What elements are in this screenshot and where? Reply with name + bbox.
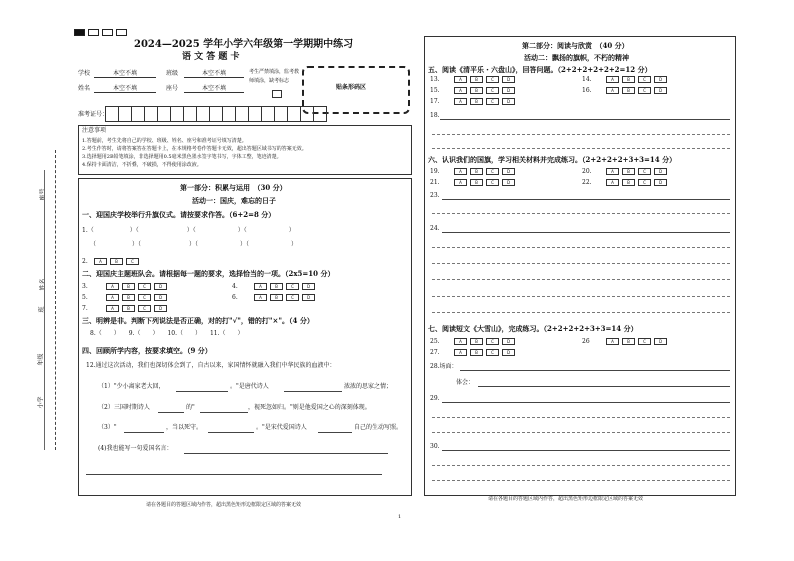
q12-3-part-c: 。"是宋代爱国诗人 [256, 424, 307, 431]
q19-row[interactable] [430, 168, 518, 175]
q12-1-blank-2[interactable] [284, 391, 342, 392]
q23-label: 23. [430, 192, 440, 199]
q19-label: 19. [430, 168, 440, 175]
q14-label: 14. [582, 76, 592, 83]
q3-option-c[interactable]: C [138, 283, 151, 290]
q12-2-part-b: 的" [186, 404, 195, 411]
q3-option-b[interactable]: B [122, 283, 135, 290]
q13-option-c[interactable]: C [486, 76, 499, 83]
q4-label: 4. [232, 283, 238, 290]
q21-option-b[interactable]: B [470, 179, 483, 186]
part1-activity: 活动一：国庆，难忘的日子 [192, 196, 276, 205]
part2-activity: 活动二：飘扬的旗帜，不朽的精神 [524, 53, 629, 62]
q5-option-a[interactable]: A [106, 294, 119, 301]
q2-row[interactable] [82, 258, 142, 265]
q24-line-3[interactable] [432, 263, 730, 264]
q16-option-d[interactable]: D [654, 87, 667, 94]
side-exam-no: 座号 [39, 188, 47, 201]
q25-row[interactable] [430, 338, 518, 345]
q24-line-5[interactable] [432, 296, 730, 297]
q6-option-a[interactable]: A [254, 294, 267, 301]
q25-option-c[interactable]: C [486, 338, 499, 345]
q16-row[interactable] [582, 87, 670, 94]
side-class: 班 [38, 306, 46, 313]
q3-option-a[interactable]: A [106, 283, 119, 290]
class-label: 班级 [166, 70, 179, 77]
section-1: 一、迎国庆学校举行升旗仪式。请按要求作答。（6+2=8 分） [82, 210, 276, 219]
q1-row-1[interactable]: 1.（ ）（ ）（ ）（ ） [82, 227, 295, 234]
q20-option-a[interactable]: A [606, 168, 619, 175]
notes-line-4: 4.保持卡面清洁，不折叠，不破损，不得使用涂改液。 [82, 162, 202, 168]
q24-line-2[interactable] [432, 247, 730, 248]
q24-line-1[interactable] [442, 232, 730, 233]
q12-3-part-a: （3）" [98, 424, 117, 431]
q27-row[interactable] [430, 349, 518, 356]
q17-option-a[interactable]: A [454, 98, 467, 105]
q14-option-a[interactable]: A [606, 76, 619, 83]
q27-option-c[interactable]: C [486, 349, 499, 356]
q21-option-d[interactable]: D [502, 179, 515, 186]
q26-option-a[interactable]: A [606, 338, 619, 345]
q27-option-a[interactable]: A [454, 349, 467, 356]
q12-1-part-c: 浓浓的思家之情； [344, 383, 393, 390]
q5-option-d[interactable]: D [154, 294, 167, 301]
q23-line-1[interactable] [442, 199, 730, 200]
q29-label: 29. [430, 395, 440, 402]
section-5: 五、阅读《清平乐・六盘山》，回答问题。（2+2+2+2+2+2=12 分） [428, 65, 652, 74]
q25-label: 25. [430, 338, 440, 345]
q3-label: 3. [82, 283, 88, 290]
q15-option-a[interactable]: A [454, 87, 467, 94]
q12-1-part-a: （1）"少小离家老大回， [98, 383, 165, 390]
q19-option-a[interactable]: A [454, 168, 467, 175]
q20-label: 20. [582, 168, 592, 175]
q7-label: 7. [82, 305, 88, 312]
q5-label: 5. [82, 294, 88, 301]
q12-4-blank-2[interactable] [86, 474, 382, 475]
q5-option-c[interactable]: C [138, 294, 151, 301]
q23-line-2[interactable] [432, 213, 730, 214]
alignment-marks [74, 29, 130, 48]
q18-line-1[interactable] [440, 119, 730, 120]
q22-option-d[interactable]: D [654, 179, 667, 186]
q28-scene-line[interactable] [460, 370, 730, 371]
q12-2-blank-2[interactable] [200, 412, 248, 413]
q26-option-b[interactable]: B [622, 338, 635, 345]
side-grade: 年级 [37, 353, 45, 366]
q7-option-d[interactable]: D [154, 305, 167, 312]
q26-option-d[interactable]: D [654, 338, 667, 345]
q17-option-c[interactable]: C [486, 98, 499, 105]
q30-line-2[interactable] [432, 465, 730, 466]
page-number: 1 [398, 514, 402, 520]
q17-option-b[interactable]: B [470, 98, 483, 105]
q5-row[interactable] [82, 294, 170, 301]
q6-option-d[interactable]: D [302, 294, 315, 301]
q8-11-row[interactable]: 8.（ ） 9.（ ） 10.（ ） 11.（ ） [90, 330, 244, 337]
q30-line-3[interactable] [432, 480, 730, 481]
q24-line-6[interactable] [432, 312, 730, 313]
q20-option-c[interactable]: C [638, 168, 651, 175]
notes-line-1: 1.答题前，考生先将自己的学校、班级、姓名、座号和准考证号填写清楚。 [82, 138, 247, 144]
q2-option-c[interactable]: C [126, 258, 139, 265]
q25-option-a[interactable]: A [454, 338, 467, 345]
q16-label: 16. [582, 87, 592, 94]
name-field[interactable]: 本空不填 [94, 86, 156, 93]
q20-option-d[interactable]: D [654, 168, 667, 175]
section-6: 六、认识我们的国旗，学习相关材料并完成练习。（2+2+2+2+3+3=14 分） [428, 155, 677, 164]
q28-feel-label: 体会： [456, 379, 475, 386]
q26-option-c[interactable]: C [638, 338, 651, 345]
school-field[interactable]: 本空不填 [94, 71, 156, 78]
q21-option-c[interactable]: C [486, 179, 499, 186]
q13-row[interactable] [430, 76, 518, 83]
part2-footer: 请在各题目的答题区域内作答，超出黑色矩形边框限定区域的答案无效 [488, 496, 644, 502]
q12-3-blank-1[interactable] [124, 432, 164, 433]
q22-option-c[interactable]: C [638, 179, 651, 186]
q4-row[interactable] [232, 283, 318, 290]
barcode-label: 贴条形码区 [336, 84, 367, 91]
q12-1-part-b: 。"是唐代诗人 [230, 383, 269, 390]
q6-option-c[interactable]: C [286, 294, 299, 301]
q13-option-d[interactable]: D [502, 76, 515, 83]
part2-box [424, 36, 736, 496]
q28-scene-label: 28.场面： [430, 363, 458, 370]
q22-option-b[interactable]: B [622, 179, 635, 186]
q15-option-b[interactable]: B [470, 87, 483, 94]
q6-label: 6. [232, 294, 238, 301]
section-4: 四、回顾所学内容，按要求填空。（9 分） [82, 346, 212, 355]
q15-option-c[interactable]: C [486, 87, 499, 94]
q6-option-b[interactable]: B [270, 294, 283, 301]
q4-option-d[interactable]: D [302, 283, 315, 290]
q12-2-part-c: ，视死忽如归。"则是他爱国之心的深刻体现。 [248, 404, 371, 411]
q16-option-a[interactable]: A [606, 87, 619, 94]
q26-row[interactable] [582, 338, 670, 345]
q7-option-c[interactable]: C [138, 305, 151, 312]
section-3: 三、明辨是非。判断下列说法是否正确，对的打"√"，错的打"×"。（4 分） [82, 316, 314, 325]
notes-title: 注意事项 [82, 127, 107, 134]
side-school: 小学 [37, 396, 45, 409]
q25-option-d[interactable]: D [502, 338, 515, 345]
q21-row[interactable] [430, 179, 518, 186]
seat-field[interactable]: 本空不填 [184, 86, 244, 93]
absent-checkbox[interactable] [272, 90, 282, 98]
q14-row[interactable] [582, 76, 670, 83]
q13-option-a[interactable]: A [454, 76, 467, 83]
part2-title: 第二部分：阅读与欣赏 （40 分） [522, 41, 629, 50]
name-label: 姓名 [78, 85, 91, 92]
q4-option-c[interactable]: C [286, 283, 299, 290]
q12-2-blank-1[interactable] [158, 412, 184, 413]
q2-option-a[interactable]: A [94, 258, 107, 265]
q28-feel-line[interactable] [478, 386, 730, 387]
q16-option-b[interactable]: B [622, 87, 635, 94]
side-name: 姓名 [39, 278, 47, 291]
q7-option-a[interactable]: A [106, 305, 119, 312]
notes-line-3: 3.选择题用2B铅笔填涂，非选择题用0.5毫米黑色墨水签字笔书写，字体工整，笔迹清楚。 [82, 154, 282, 160]
part1-footer: 请在各题目的答题区域内作答，超出黑色矩形边框限定区域的答案无效 [146, 502, 302, 508]
q19-option-d[interactable]: D [502, 168, 515, 175]
q21-option-a[interactable]: A [454, 179, 467, 186]
q21-label: 21. [430, 179, 440, 186]
q4-option-a[interactable]: A [254, 283, 267, 290]
q20-option-b[interactable]: B [622, 168, 635, 175]
q19-option-c[interactable]: C [486, 168, 499, 175]
q29-line-1[interactable] [442, 402, 730, 403]
q22-option-a[interactable]: A [606, 179, 619, 186]
q15-row[interactable] [430, 87, 518, 94]
q12-4-blank[interactable] [184, 453, 388, 454]
q26-label: 26 [582, 338, 590, 345]
q2-option-b[interactable]: B [110, 258, 123, 265]
q22-row[interactable] [582, 179, 670, 186]
q20-row[interactable] [582, 168, 670, 175]
q14-option-d[interactable]: D [654, 76, 667, 83]
q13-label: 13. [430, 76, 440, 83]
q18-label: 18. [430, 112, 440, 119]
q12-3-blank-3[interactable] [318, 432, 352, 433]
q24-label: 24. [430, 225, 440, 232]
binding-line [55, 150, 56, 450]
q3-row[interactable] [82, 283, 170, 290]
q12-4-label: (4)我也能写一句爱国名言： [98, 445, 173, 452]
q17-option-d[interactable]: D [502, 98, 515, 105]
q27-option-d[interactable]: D [502, 349, 515, 356]
q13-option-b[interactable]: B [470, 76, 483, 83]
q18-line-3[interactable] [432, 148, 730, 149]
q7-row[interactable] [82, 305, 170, 312]
section-7: 七、阅读短文《大雪山》，完成练习。（2+2+2+2+3+3=14 分） [428, 324, 638, 333]
q12-2-part-a: （2）三国时期诗人 [98, 404, 150, 411]
notes-line-2: 2.考生作答时，请将答案答在答题卡上，在本规格考卷作答题卡无效，超出答题区域书写的答案无效。 [82, 146, 307, 152]
q15-label: 15. [430, 87, 440, 94]
seat-label: 座号 [166, 85, 179, 92]
q30-label: 30. [430, 443, 440, 450]
q12-intro: 12.通过这次活动，我们也深切体会到了，自古以来，家国情怀就融入我们中华民族的血液中： [86, 362, 336, 369]
q29-line-2[interactable] [432, 417, 730, 418]
page-subtitle: 语 文 答 题 卡 [182, 52, 240, 62]
q12-3-part-b: ，当以死守。 [166, 424, 203, 431]
school-label: 学校 [78, 70, 91, 77]
q24-line-4[interactable] [432, 279, 730, 280]
q6-row[interactable] [232, 294, 318, 301]
absent-note: 考生严禁填涂，监考教师填涂，缺考标志 [249, 69, 300, 84]
section-2: 二、迎国庆主题班队会。请根据每一题的要求，选择恰当的一项。（2x5=10 分） [82, 269, 335, 278]
exam-id-label: 准考证号： [78, 111, 109, 118]
part1-title: 第一部分：积累与运用 （30 分） [180, 183, 287, 192]
q12-3-blank-2[interactable] [208, 432, 254, 433]
q16-option-c[interactable]: C [638, 87, 651, 94]
class-field[interactable]: 本空不填 [184, 71, 244, 78]
q4-option-b[interactable]: B [270, 283, 283, 290]
q17-row[interactable] [430, 98, 518, 105]
q5-option-b[interactable]: B [122, 294, 135, 301]
q14-option-b[interactable]: B [622, 76, 635, 83]
q15-option-d[interactable]: D [502, 87, 515, 94]
q17-label: 17. [430, 98, 440, 105]
q18-line-2[interactable] [432, 134, 730, 135]
q12-1-blank-1[interactable] [176, 391, 228, 392]
q29-line-3[interactable] [432, 432, 730, 433]
q30-line-1[interactable] [442, 450, 730, 451]
q22-label: 22. [582, 179, 592, 186]
q7-option-b[interactable]: B [122, 305, 135, 312]
q2-label: 2. [82, 258, 88, 265]
q25-option-b[interactable]: B [470, 338, 483, 345]
q14-option-c[interactable]: C [638, 76, 651, 83]
q3-option-d[interactable]: D [154, 283, 167, 290]
q27-option-b[interactable]: B [470, 349, 483, 356]
side-underline [44, 170, 45, 450]
exam-id-boxes[interactable] [106, 106, 327, 126]
q1-row-2[interactable]: （ ）（ ）（ ）（ ） [90, 241, 298, 248]
page-title: 2024—2025 学年小学六年级第一学期期中练习 [134, 39, 354, 50]
q27-label: 27. [430, 349, 440, 356]
q12-3-part-d: 自己的生动写照。 [354, 424, 403, 431]
q19-option-b[interactable]: B [470, 168, 483, 175]
